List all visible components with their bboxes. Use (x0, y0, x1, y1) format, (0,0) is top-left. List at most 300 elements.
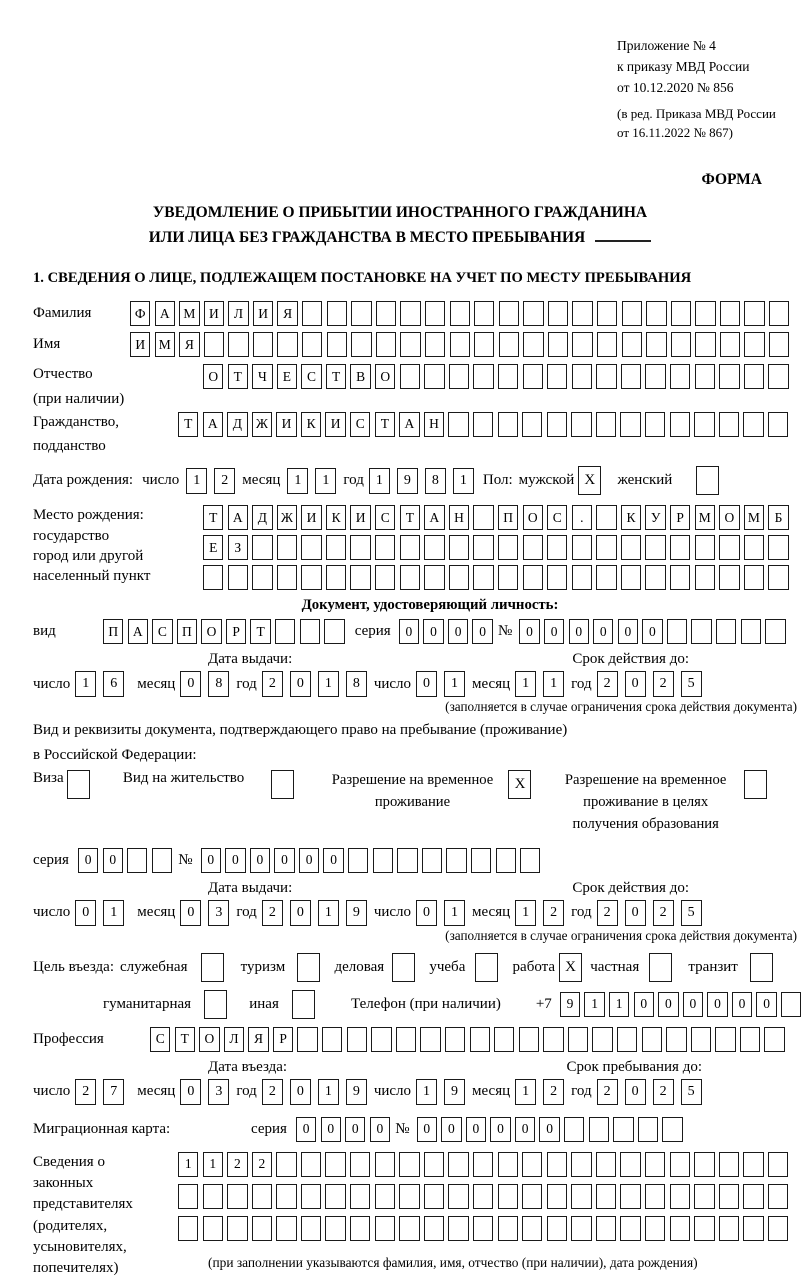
char-cell[interactable] (596, 565, 616, 590)
char-cell[interactable]: 0 (569, 619, 589, 644)
char-cell[interactable]: 0 (519, 619, 539, 644)
char-cell[interactable] (252, 1184, 272, 1209)
char-cell[interactable]: В (350, 364, 370, 389)
char-cell[interactable]: М (155, 332, 175, 357)
char-cell[interactable] (720, 301, 740, 326)
char-cell[interactable]: 0 (290, 671, 311, 697)
char-cell[interactable] (499, 332, 519, 357)
char-cell[interactable] (301, 535, 321, 560)
char-cell[interactable] (715, 1027, 735, 1052)
char-cell[interactable] (523, 301, 543, 326)
char-cell[interactable] (720, 332, 740, 357)
char-cell[interactable]: 2 (653, 671, 674, 697)
char-cell[interactable] (327, 301, 347, 326)
char-cell[interactable]: Н (449, 505, 469, 530)
char-cell[interactable] (719, 1184, 739, 1209)
char-cell[interactable]: 0 (756, 992, 776, 1017)
char-cell[interactable] (695, 535, 715, 560)
temp-residence-checkbox[interactable]: X (508, 770, 531, 799)
char-cell[interactable]: У (645, 505, 665, 530)
char-cell[interactable] (350, 1216, 370, 1241)
char-cell[interactable] (646, 301, 666, 326)
char-cell[interactable] (474, 332, 494, 357)
char-cell[interactable]: А (424, 505, 444, 530)
char-cell[interactable] (613, 1117, 633, 1142)
char-cell[interactable] (424, 565, 444, 590)
char-cell[interactable]: 0 (417, 1117, 437, 1142)
char-cell[interactable] (351, 301, 371, 326)
char-cell[interactable] (547, 535, 567, 560)
char-cell[interactable]: 1 (515, 900, 536, 926)
char-cell[interactable] (662, 1117, 682, 1142)
char-cell[interactable]: 0 (180, 1079, 201, 1105)
residence-permit-checkbox[interactable] (271, 770, 294, 799)
char-cell[interactable] (424, 1216, 444, 1241)
char-cell[interactable] (596, 505, 616, 530)
char-cell[interactable]: 0 (225, 848, 245, 873)
char-cell[interactable]: 1 (186, 468, 207, 494)
char-cell[interactable] (252, 565, 272, 590)
char-cell[interactable]: 0 (707, 992, 727, 1017)
char-cell[interactable] (781, 992, 801, 1017)
char-cell[interactable] (645, 535, 665, 560)
char-cell[interactable] (572, 301, 592, 326)
char-cell[interactable] (350, 535, 370, 560)
char-cell[interactable] (744, 364, 764, 389)
char-cell[interactable]: 2 (75, 1079, 96, 1105)
char-cell[interactable]: Я (179, 332, 199, 357)
char-cell[interactable] (376, 301, 396, 326)
char-cell[interactable] (203, 1216, 223, 1241)
char-cell[interactable]: 0 (370, 1117, 390, 1142)
purpose-checkbox[interactable]: X (559, 953, 582, 982)
char-cell[interactable] (547, 1216, 567, 1241)
char-cell[interactable] (743, 412, 763, 437)
char-cell[interactable] (397, 848, 417, 873)
char-cell[interactable] (620, 412, 640, 437)
char-cell[interactable] (522, 1184, 542, 1209)
char-cell[interactable] (769, 332, 789, 357)
char-cell[interactable]: 1 (416, 1079, 437, 1105)
char-cell[interactable]: П (177, 619, 197, 644)
char-cell[interactable]: 0 (683, 992, 703, 1017)
char-cell[interactable] (203, 565, 223, 590)
char-cell[interactable] (617, 1027, 637, 1052)
char-cell[interactable]: 0 (299, 848, 319, 873)
char-cell[interactable] (523, 364, 543, 389)
char-cell[interactable] (621, 364, 641, 389)
char-cell[interactable] (178, 1184, 198, 1209)
char-cell[interactable] (399, 1216, 419, 1241)
char-cell[interactable]: С (152, 619, 172, 644)
char-cell[interactable] (375, 1184, 395, 1209)
char-cell[interactable] (622, 301, 642, 326)
char-cell[interactable]: М (179, 301, 199, 326)
char-cell[interactable] (204, 332, 224, 357)
char-cell[interactable]: 2 (653, 900, 674, 926)
char-cell[interactable]: М (744, 505, 764, 530)
char-cell[interactable]: Т (203, 505, 223, 530)
char-cell[interactable] (572, 565, 592, 590)
char-cell[interactable] (694, 412, 714, 437)
char-cell[interactable]: Т (175, 1027, 195, 1052)
char-cell[interactable] (740, 1027, 760, 1052)
char-cell[interactable]: 1 (453, 468, 474, 494)
char-cell[interactable]: Я (277, 301, 297, 326)
char-cell[interactable]: И (350, 505, 370, 530)
char-cell[interactable] (768, 535, 788, 560)
char-cell[interactable] (424, 364, 444, 389)
char-cell[interactable]: 2 (227, 1152, 247, 1177)
char-cell[interactable] (252, 1216, 272, 1241)
char-cell[interactable]: 1 (75, 671, 96, 697)
char-cell[interactable] (520, 848, 540, 873)
char-cell[interactable]: О (199, 1027, 219, 1052)
char-cell[interactable]: 1 (515, 1079, 536, 1105)
char-cell[interactable] (744, 535, 764, 560)
char-cell[interactable] (645, 1184, 665, 1209)
char-cell[interactable] (498, 565, 518, 590)
char-cell[interactable] (227, 1184, 247, 1209)
char-cell[interactable]: 0 (539, 1117, 559, 1142)
char-cell[interactable]: О (523, 505, 543, 530)
char-cell[interactable] (350, 1184, 370, 1209)
char-cell[interactable] (691, 619, 711, 644)
char-cell[interactable] (448, 1152, 468, 1177)
char-cell[interactable]: 0 (625, 671, 646, 697)
char-cell[interactable] (547, 1152, 567, 1177)
char-cell[interactable] (596, 1216, 616, 1241)
char-cell[interactable] (326, 565, 346, 590)
char-cell[interactable]: 0 (423, 619, 443, 644)
char-cell[interactable]: 3 (208, 1079, 229, 1105)
char-cell[interactable] (695, 364, 715, 389)
char-cell[interactable]: 9 (346, 1079, 367, 1105)
char-cell[interactable] (422, 848, 442, 873)
char-cell[interactable] (425, 301, 445, 326)
char-cell[interactable]: А (203, 412, 223, 437)
char-cell[interactable] (152, 848, 172, 873)
char-cell[interactable] (719, 1152, 739, 1177)
char-cell[interactable] (348, 848, 368, 873)
char-cell[interactable]: 0 (625, 1079, 646, 1105)
char-cell[interactable] (424, 1184, 444, 1209)
char-cell[interactable] (494, 1027, 514, 1052)
char-cell[interactable]: С (547, 505, 567, 530)
char-cell[interactable] (449, 535, 469, 560)
char-cell[interactable] (743, 1184, 763, 1209)
char-cell[interactable] (450, 301, 470, 326)
char-cell[interactable] (564, 1117, 584, 1142)
char-cell[interactable] (400, 301, 420, 326)
char-cell[interactable]: О (203, 364, 223, 389)
char-cell[interactable]: А (228, 505, 248, 530)
char-cell[interactable] (400, 332, 420, 357)
char-cell[interactable]: 5 (681, 671, 702, 697)
char-cell[interactable] (719, 565, 739, 590)
char-cell[interactable]: Ч (252, 364, 272, 389)
char-cell[interactable] (375, 1152, 395, 1177)
char-cell[interactable] (670, 1152, 690, 1177)
char-cell[interactable]: 0 (416, 900, 437, 926)
char-cell[interactable]: 1 (318, 1079, 339, 1105)
char-cell[interactable] (350, 565, 370, 590)
char-cell[interactable] (620, 1152, 640, 1177)
char-cell[interactable] (376, 332, 396, 357)
purpose-checkbox[interactable] (201, 953, 224, 982)
char-cell[interactable] (523, 332, 543, 357)
char-cell[interactable]: 0 (290, 1079, 311, 1105)
char-cell[interactable]: 0 (515, 1117, 535, 1142)
char-cell[interactable]: Т (326, 364, 346, 389)
char-cell[interactable]: 0 (180, 671, 201, 697)
char-cell[interactable]: И (204, 301, 224, 326)
char-cell[interactable] (399, 1152, 419, 1177)
char-cell[interactable] (450, 332, 470, 357)
char-cell[interactable] (589, 1117, 609, 1142)
char-cell[interactable] (670, 1216, 690, 1241)
char-cell[interactable]: З (228, 535, 248, 560)
char-cell[interactable]: Ф (130, 301, 150, 326)
char-cell[interactable] (473, 1216, 493, 1241)
char-cell[interactable] (373, 848, 393, 873)
char-cell[interactable] (768, 1184, 788, 1209)
char-cell[interactable] (596, 1184, 616, 1209)
char-cell[interactable] (596, 364, 616, 389)
char-cell[interactable] (473, 364, 493, 389)
char-cell[interactable]: Т (178, 412, 198, 437)
char-cell[interactable]: И (253, 301, 273, 326)
char-cell[interactable]: И (301, 505, 321, 530)
char-cell[interactable] (719, 364, 739, 389)
char-cell[interactable] (596, 535, 616, 560)
char-cell[interactable] (765, 619, 785, 644)
char-cell[interactable] (670, 1184, 690, 1209)
char-cell[interactable] (522, 1216, 542, 1241)
char-cell[interactable] (670, 565, 690, 590)
char-cell[interactable] (743, 1152, 763, 1177)
char-cell[interactable]: 0 (593, 619, 613, 644)
char-cell[interactable]: 0 (544, 619, 564, 644)
char-cell[interactable] (277, 535, 297, 560)
char-cell[interactable] (744, 565, 764, 590)
char-cell[interactable] (719, 412, 739, 437)
char-cell[interactable]: 3 (208, 900, 229, 926)
char-cell[interactable]: 2 (543, 1079, 564, 1105)
char-cell[interactable]: О (375, 364, 395, 389)
char-cell[interactable] (645, 412, 665, 437)
char-cell[interactable] (523, 535, 543, 560)
char-cell[interactable] (691, 1027, 711, 1052)
char-cell[interactable] (473, 535, 493, 560)
char-cell[interactable]: 1 (369, 468, 390, 494)
char-cell[interactable] (572, 332, 592, 357)
char-cell[interactable] (498, 412, 518, 437)
char-cell[interactable] (473, 505, 493, 530)
char-cell[interactable] (496, 848, 516, 873)
char-cell[interactable] (449, 565, 469, 590)
char-cell[interactable]: Е (277, 364, 297, 389)
char-cell[interactable]: . (572, 505, 592, 530)
char-cell[interactable]: 0 (103, 848, 123, 873)
char-cell[interactable]: Т (250, 619, 270, 644)
char-cell[interactable] (498, 1216, 518, 1241)
char-cell[interactable]: 0 (466, 1117, 486, 1142)
char-cell[interactable] (400, 535, 420, 560)
char-cell[interactable] (396, 1027, 416, 1052)
char-cell[interactable] (768, 364, 788, 389)
char-cell[interactable] (449, 364, 469, 389)
char-cell[interactable]: С (150, 1027, 170, 1052)
char-cell[interactable] (743, 1216, 763, 1241)
char-cell[interactable]: 9 (560, 992, 580, 1017)
char-cell[interactable] (543, 1027, 563, 1052)
char-cell[interactable] (445, 1027, 465, 1052)
purpose-checkbox[interactable] (475, 953, 498, 982)
char-cell[interactable] (764, 1027, 784, 1052)
char-cell[interactable] (300, 619, 320, 644)
char-cell[interactable]: 0 (625, 900, 646, 926)
char-cell[interactable] (645, 1216, 665, 1241)
char-cell[interactable] (302, 301, 322, 326)
char-cell[interactable] (325, 1152, 345, 1177)
char-cell[interactable]: А (155, 301, 175, 326)
char-cell[interactable]: И (276, 412, 296, 437)
char-cell[interactable] (695, 565, 715, 590)
female-checkbox[interactable] (696, 466, 719, 495)
char-cell[interactable]: О (201, 619, 221, 644)
char-cell[interactable] (744, 301, 764, 326)
char-cell[interactable] (695, 332, 715, 357)
char-cell[interactable]: 1 (287, 468, 308, 494)
char-cell[interactable] (547, 565, 567, 590)
char-cell[interactable] (301, 1152, 321, 1177)
char-cell[interactable]: 1 (444, 900, 465, 926)
char-cell[interactable] (277, 332, 297, 357)
char-cell[interactable]: Н (424, 412, 444, 437)
char-cell[interactable]: 0 (618, 619, 638, 644)
purpose-checkbox[interactable] (204, 990, 227, 1019)
char-cell[interactable]: Д (227, 412, 247, 437)
char-cell[interactable]: 0 (658, 992, 678, 1017)
char-cell[interactable] (620, 1184, 640, 1209)
char-cell[interactable] (375, 1216, 395, 1241)
char-cell[interactable]: С (375, 505, 395, 530)
char-cell[interactable]: 2 (252, 1152, 272, 1177)
purpose-checkbox[interactable] (292, 990, 315, 1019)
char-cell[interactable] (620, 1216, 640, 1241)
char-cell[interactable]: 1 (315, 468, 336, 494)
char-cell[interactable] (473, 565, 493, 590)
char-cell[interactable] (744, 332, 764, 357)
char-cell[interactable] (228, 332, 248, 357)
char-cell[interactable]: 1 (609, 992, 629, 1017)
char-cell[interactable]: 1 (103, 900, 124, 926)
char-cell[interactable] (474, 301, 494, 326)
char-cell[interactable] (596, 412, 616, 437)
char-cell[interactable] (301, 1184, 321, 1209)
char-cell[interactable] (768, 1152, 788, 1177)
char-cell[interactable] (400, 565, 420, 590)
char-cell[interactable]: 5 (681, 900, 702, 926)
char-cell[interactable]: 0 (490, 1117, 510, 1142)
char-cell[interactable]: 2 (653, 1079, 674, 1105)
char-cell[interactable] (448, 412, 468, 437)
char-cell[interactable] (671, 332, 691, 357)
char-cell[interactable] (768, 565, 788, 590)
char-cell[interactable]: 0 (290, 900, 311, 926)
char-cell[interactable] (499, 301, 519, 326)
char-cell[interactable] (325, 1184, 345, 1209)
char-cell[interactable]: Ж (252, 412, 272, 437)
char-cell[interactable] (547, 412, 567, 437)
char-cell[interactable] (571, 1152, 591, 1177)
char-cell[interactable] (671, 301, 691, 326)
char-cell[interactable]: 0 (472, 619, 492, 644)
char-cell[interactable] (498, 535, 518, 560)
char-cell[interactable] (670, 412, 690, 437)
purpose-checkbox[interactable] (750, 953, 773, 982)
char-cell[interactable]: 9 (397, 468, 418, 494)
char-cell[interactable] (302, 332, 322, 357)
char-cell[interactable] (276, 1216, 296, 1241)
char-cell[interactable]: Т (228, 364, 248, 389)
char-cell[interactable] (350, 1152, 370, 1177)
char-cell[interactable]: 8 (208, 671, 229, 697)
char-cell[interactable] (473, 1184, 493, 1209)
char-cell[interactable]: Р (670, 505, 690, 530)
char-cell[interactable] (642, 1027, 662, 1052)
char-cell[interactable]: М (695, 505, 715, 530)
char-cell[interactable]: К (621, 505, 641, 530)
char-cell[interactable]: 2 (262, 900, 283, 926)
char-cell[interactable] (769, 301, 789, 326)
char-cell[interactable]: С (350, 412, 370, 437)
char-cell[interactable] (571, 1216, 591, 1241)
char-cell[interactable] (326, 535, 346, 560)
char-cell[interactable]: Т (400, 505, 420, 530)
char-cell[interactable] (571, 412, 591, 437)
char-cell[interactable]: 0 (78, 848, 98, 873)
char-cell[interactable] (375, 535, 395, 560)
char-cell[interactable]: А (399, 412, 419, 437)
char-cell[interactable] (301, 1216, 321, 1241)
char-cell[interactable]: Е (203, 535, 223, 560)
char-cell[interactable]: 1 (584, 992, 604, 1017)
char-cell[interactable]: П (498, 505, 518, 530)
char-cell[interactable]: 0 (399, 619, 419, 644)
char-cell[interactable] (470, 1027, 490, 1052)
char-cell[interactable] (768, 412, 788, 437)
char-cell[interactable] (446, 848, 466, 873)
char-cell[interactable]: 1 (318, 900, 339, 926)
char-cell[interactable] (719, 1216, 739, 1241)
purpose-checkbox[interactable] (297, 953, 320, 982)
char-cell[interactable] (371, 1027, 391, 1052)
char-cell[interactable]: 0 (75, 900, 96, 926)
char-cell[interactable] (523, 565, 543, 590)
char-cell[interactable]: 0 (321, 1117, 341, 1142)
char-cell[interactable] (568, 1027, 588, 1052)
char-cell[interactable] (400, 364, 420, 389)
char-cell[interactable]: 0 (634, 992, 654, 1017)
char-cell[interactable] (645, 1152, 665, 1177)
char-cell[interactable] (592, 1027, 612, 1052)
char-cell[interactable] (297, 1027, 317, 1052)
char-cell[interactable] (694, 1184, 714, 1209)
char-cell[interactable] (203, 1184, 223, 1209)
char-cell[interactable] (670, 364, 690, 389)
